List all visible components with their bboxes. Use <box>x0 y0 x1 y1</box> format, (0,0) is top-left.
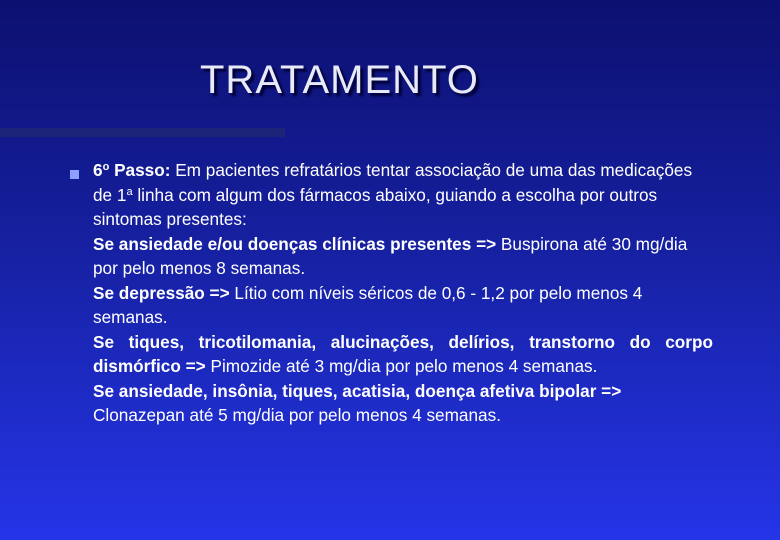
treatment-condition: Se depressão => <box>93 282 230 303</box>
square-bullet-icon <box>70 170 79 179</box>
treatment-drug: Clonazepan até 5 mg/dia por pelo menos 4 semanas. <box>93 405 501 425</box>
step-ordinal: o <box>102 161 110 173</box>
treatment-condition: Se ansiedade, insônia, tiques, acatisia, doença afetiva bipolar => <box>93 380 622 401</box>
step-ordinal-2: a <box>126 185 133 198</box>
treatment-condition: Se ansiedade e/ou doenças clínicas presentes => <box>93 233 497 254</box>
treatment-item <box>93 379 713 428</box>
step-label <box>93 160 170 180</box>
treatment-drug: Lítio com níveis séricos de 0,6 - 1,2 por pelo menos 4 semanas. <box>93 282 643 327</box>
step-number: 6 <box>93 160 103 180</box>
slide-body <box>93 158 713 428</box>
step-text-part1: Em pacientes refratários tentar associação de uma das medicações de 1 <box>93 160 693 205</box>
title-underline <box>0 128 285 137</box>
step-paragraph <box>93 158 713 232</box>
slide-title: TRATAMENTO <box>200 58 479 102</box>
step-text-part2: linha com algum dos fármacos abaixo, guiando a escolha por outros sintomas presentes: <box>93 184 658 229</box>
treatment-item <box>93 281 713 330</box>
treatment-item <box>93 232 713 281</box>
step-label-text: Passo: <box>109 160 171 180</box>
treatment-item <box>93 330 713 379</box>
treatment-condition: Se tiques, tricotilomania, alucinações, delírios, transtorno do corpo dismórfico => <box>93 331 713 376</box>
treatment-drug: Pimozide até 3 mg/dia por pelo menos 4 semanas. <box>205 356 598 376</box>
treatment-drug: Buspirona até 30 mg/dia por pelo menos 8 semanas. <box>93 233 688 278</box>
